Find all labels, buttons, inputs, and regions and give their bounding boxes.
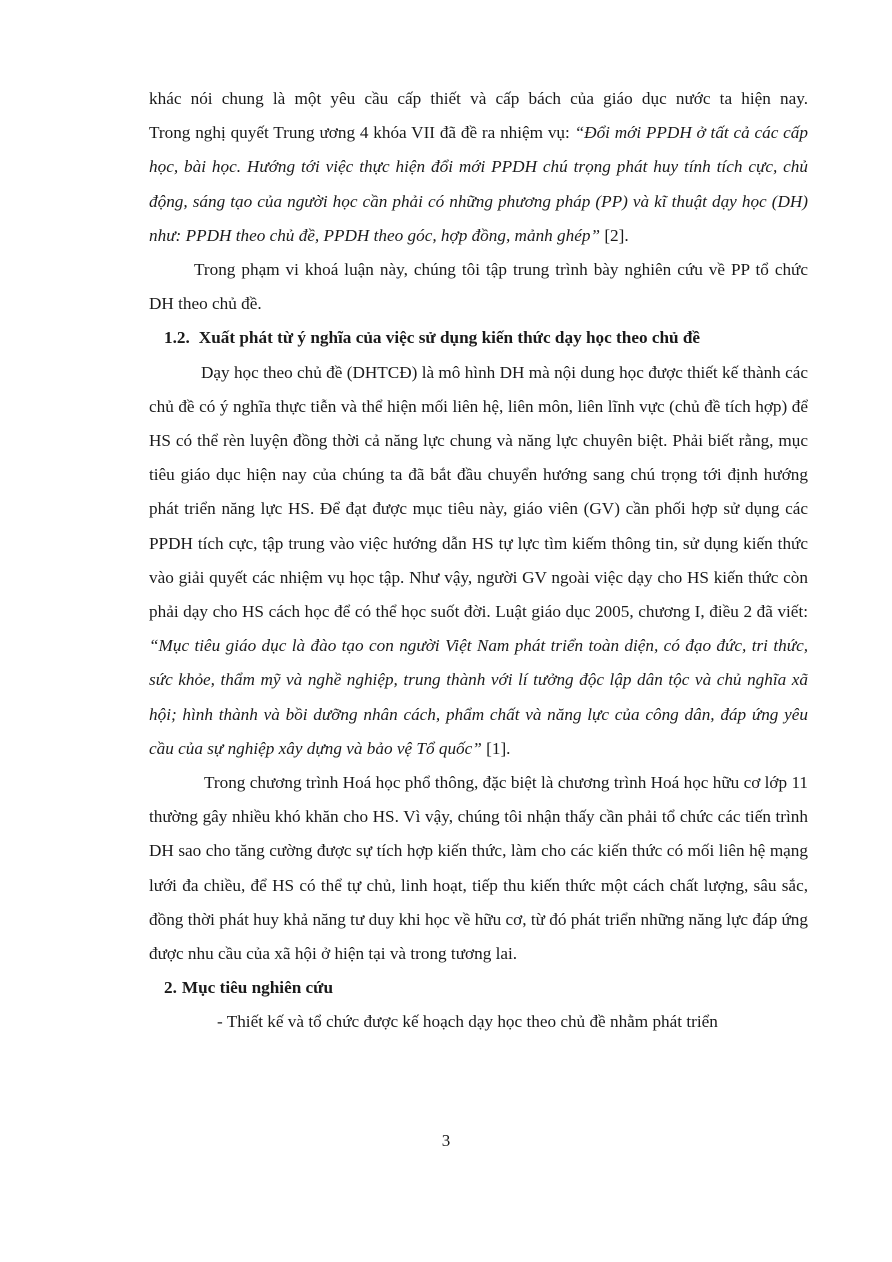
paragraph-3-text: Dạy học theo chủ đề (DHTCĐ) là mô hình DH mà nội dung học được thiết kế thành các chủ đề có ý nghĩa thực tiễn và thể hiện mối liên hệ, liên môn, liên lĩnh vực (chủ đề tích hợp) để HS có thể rèn luyện đồng thời cả năng lực chung và năng lực chuyên biệt. Phải biết rằng, mục tiêu giáo dục hiện nay của chúng ta đã bắt đầu chuyển hướng sang chú trọng tới định hướng phát triển năng lực HS. Để đạt được mục tiêu này, giáo viên (GV) cần phối hợp sử dụng các PPDH tích cực, tập trung vào việc hướng dẫn HS tự lực tìm kiếm thông tin, sử dụng kiến thức vào giải quyết các nhiệm vụ học tập. Như vậy, người GV ngoài việc dạy cho HS kiến thức còn phải dạy cho HS cách học để có thể học suốt đời. Luật giáo dục 2005, chương I, điều 2 đã viết: bbox=[149, 362, 808, 622]
paragraph-1 bbox=[149, 82, 808, 116]
citation-ref-2: [2]. bbox=[600, 225, 629, 245]
paragraph-4: Trong chương trình Hoá học phổ thông, đặc biệt là chương trình Hoá học hữu cơ lớp 11 thường gây nhiều khó khăn cho HS. Vì vậy, chúng tôi nhận thấy cần phải tổ chức các tiến trình DH sao cho tăng cường được sự tích hợp kiến thức, làm cho các kiến thức có mối liên hệ mạng lưới đa chiều, để HS có thể tự chủ, linh hoạt, tiếp thu kiến thức một cách chất lượng, sâu sắc, đồng thời phát huy khả năng tư duy khi học về hữu cơ, từ đó phát triển những năng lực đáp ứng được nhu cầu của xã hội ở hiện tại và trong tương lai. bbox=[149, 773, 808, 964]
section-title: Xuất phát từ ý nghĩa của việc sử dụng kiến thức dạy học theo chủ đề bbox=[198, 328, 701, 348]
paragraph-3 bbox=[149, 356, 808, 766]
paragraph-1-intro: Trong nghị quyết Trung ương 4 khóa VII đã đề ra nhiệm vụ: bbox=[149, 123, 575, 143]
paragraph-2: Trong phạm vi khoá luận này, chúng tôi tập trung trình bày nghiên cứu về PP tổ chức DH theo chủ đề. bbox=[149, 260, 808, 314]
citation-ref-1: [1]. bbox=[481, 738, 511, 758]
document-page bbox=[149, 82, 808, 1040]
resolution-quote: “Đổi mới PPDH ở tất cả các cấp học, bài học. Hướng tới việc thực hiện đổi mới PPDH chú trọng phát huy tính tích cực, chủ động, sáng tạo của người học cần phải có những phương pháp (PP) và kĩ thuật dạy học (DH) như: PPDH theo chủ đề, PPDH theo góc, hợp đồng, mảnh ghép” bbox=[149, 123, 808, 245]
paragraph-1-line-1: khác nói chung là một yêu cầu cấp thiết và cấp bách của giáo dục nước ta hiện nay. bbox=[149, 89, 808, 108]
section-number: 1.2. bbox=[164, 328, 190, 348]
paragraph-1-continued bbox=[149, 116, 808, 253]
section-heading-1-2 bbox=[149, 321, 808, 355]
list-item: - Thiết kế và tổ chức được kế hoạch dạy học theo chủ đề nhằm phát triển bbox=[217, 1012, 718, 1032]
education-law-quote: “Mục tiêu giáo dục là đào tạo con người Việt Nam phát triển toàn diện, có đạo đức, tri thức, sức khỏe, thẩm mỹ và nghề nghiệp, trung thành với lí tưởng độc lập dân tộc và chủ nghĩa xã hội; hình thành và bồi dưỡng nhân cách, phẩm chất và năng lực của công dân, đáp ứng yêu cầu của sự nghiệp xây dựng và bảo vệ Tổ quốc” bbox=[149, 636, 808, 758]
page-number: 3 bbox=[441, 1131, 451, 1150]
section-heading-2 bbox=[149, 971, 808, 1005]
section-number: 2. bbox=[164, 978, 177, 998]
section-title: Mục tiêu nghiên cứu bbox=[181, 978, 334, 998]
